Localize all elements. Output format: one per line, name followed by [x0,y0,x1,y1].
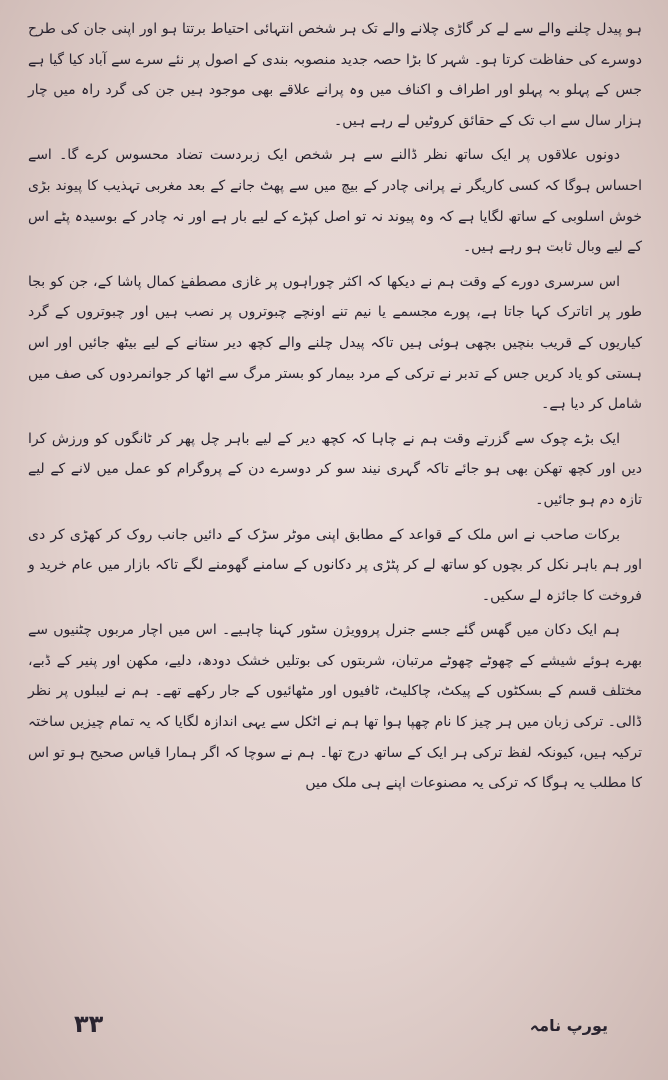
paragraph-3: اس سرسری دورے کے وقت ہم نے دیکھا کہ اکثر چوراہوں پر غازی مصطفےٰ کمال پاشا کے، جن کو بجا طور پر اتاترک کہا جاتا ہے، پورے مجسمے یا نیم تنے اونچے چبوتروں پر نصب ہیں اور چبوتروں کے گرد کیاریوں کے قریب بنچیں بچھی ہوئی ہیں تاکہ پیدل چلنے والے کچھ دیر ستانے کے لیے بیٹھ جائیں اور اس ہستی کو یاد کریں جس کے تدبر نے ترکی کے مرد بیمار کو بستر مرگ سے اٹھا کر جوانمردوں کی صف میں شامل کر دیا ہے۔ [28,273,642,413]
paragraph-2: دونوں علاقوں پر ایک ساتھ نظر ڈالنے سے ہر شخص ایک زبردست تضاد محسوس کرے گا۔ اسے احساس ہوگا کہ کسی کاریگر نے پرانی چادر کے بیچ میں سے پھٹ جانے کے بعد مغربی تہذیب کا پیوند بڑی خوش اسلوبی کے ساتھ لگایا ہے کہ وہ پیوند نہ تو اصل کپڑے کے لیے بار ہے اور نہ چادر کے بوسیدہ پٹے اس کے لیے وبال ثابت ہو رہے ہیں۔ [28,147,642,256]
paragraph-4: ایک بڑے چوک سے گزرتے وقت ہم نے چاہا کہ کچھ دیر کے لیے باہر چل پھر کر ٹانگوں کو ورزش کرا دیں اور کچھ تھکن بھی ہو جائے تاکہ گہری نیند سو کر دوسرے دن کے پروگرام کو عمل میں لانے کے لیے تازہ دم ہو جائیں۔ [28,430,642,508]
paragraph-6: ہم ایک دکان میں گھس گئے جسے جنرل پروویژن سٹور کہنا چاہیے۔ اس میں اچار مربوں چٹنیوں سے بھرے ہوئے شیشے کے چھوٹے چھوٹے مرتبان، شربتوں کی بوتلیں خشک دودھ، دلیے، مکھن اور پنیر کے ڈبے، مختلف قسم کے بسکٹوں کے پیکٹ، چاکلیٹ، ٹافیوں اور مٹھائیوں کے جار رکھے تھے۔ ہم نے لیبلوں پر نظر ڈالی۔ ترکی زبان میں ہر چیز کا نام چھپا ہوا تھا ہم نے اٹکل سے یہی اندازہ لگایا کہ یہ تمام چیزیں ساختہ ترکیہ ہیں، کیونکہ لفظ ترکی ہر ایک کے ساتھ درج تھا۔ ہم نے سوچا کہ اگر ہمارا قیاس صحیح ہو تو اس کا مطلب یہ ہوگا کہ ترکی یہ مصنوعات اپنے ہی ملک میں [28,622,642,792]
paragraph-1: ہو پیدل چلنے والے سے لے کر گاڑی چلانے والے تک ہر شخص انتہائی احتیاط برتتا ہو اور اپنی جان کی طرح دوسرے کی حفاظت کرتا ہو۔ شہر کا بڑا حصہ جدید منصوبہ بندی کے اصول پر نئے سرے سے آباد کیا گیا ہے جس کے پہلو بہ پہلو اور اطراف و اکناف میں وہ پرانے علاقے بھی موجود ہیں جن کی گرد راہ میں چار ہزار سال سے اب تک کے حقائق کروٹیں لے رہے ہیں۔ [28,21,642,129]
book-title: یورپ نامہ [529,1016,608,1035]
page-number: ۳۳ [74,1010,104,1038]
body-text [28,14,642,803]
paragraph-5: برکات صاحب نے اس ملک کے قواعد کے مطابق اپنی موٹر سڑک کے دائیں جانب روک کر کھڑی کر دی اور ہم باہر نکل کر بچوں کو ساتھ لے کر پٹڑی پر دکانوں کے سامنے گھومنے لگے تاکہ بازار میں عام خرید و فروخت کا جائزہ لے سکیں۔ [28,526,642,604]
page-footer [0,1010,668,1050]
